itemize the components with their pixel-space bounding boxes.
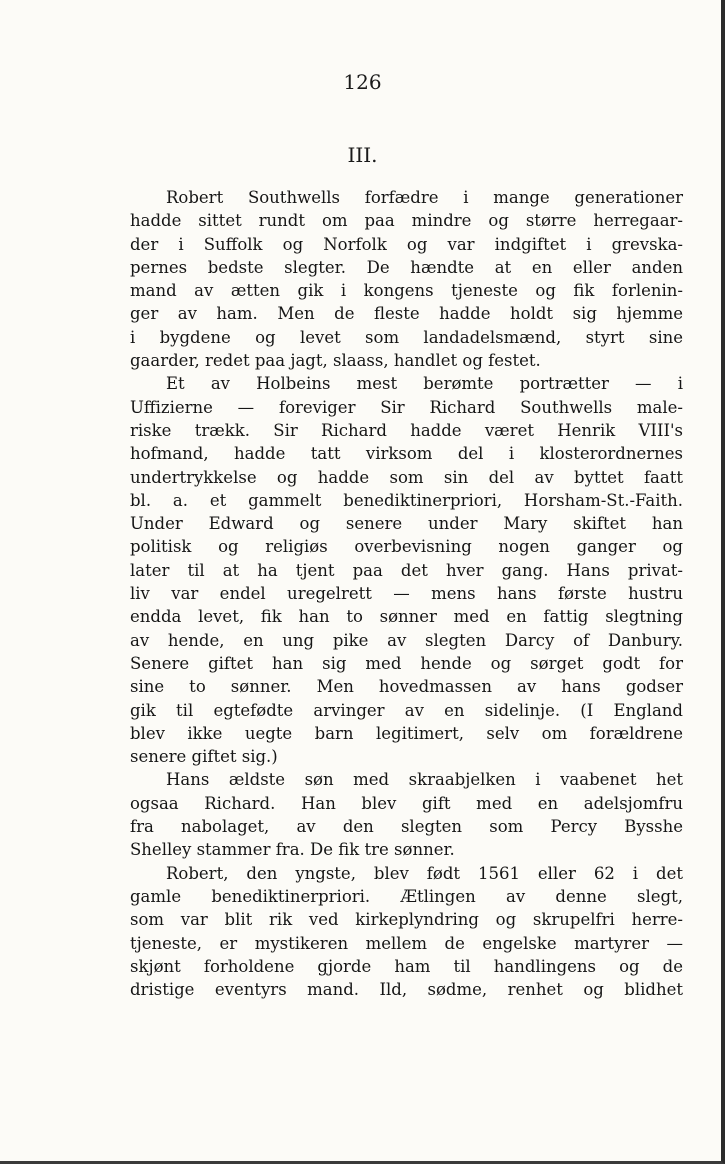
text-line: hadde sittet rundt om paa mindre og større herregaar- (130, 211, 683, 231)
text-line: sine to sønner. Men hovedmassen av hans godser (130, 677, 683, 697)
text-line: pernes bedste slegter. De hændte at en eller anden (130, 257, 683, 277)
text-line: av hende, en ung pike av slegten Darcy of Danbury. (130, 630, 683, 650)
text-line: Robert Southwells forfædre i mange generationer (166, 188, 683, 207)
text-line: gaarder, redet paa jagt, slaass, handlet og festet. (130, 351, 541, 371)
text-line: senere giftet sig.) (130, 747, 278, 767)
text-line: endda levet, fik han to sønner med en fattig slegtning (130, 607, 683, 627)
text-line: blev ikke uegte barn legitimert, selv om forældrene (130, 723, 683, 743)
text-line: Senere giftet han sig med hende og sørget godt for (130, 653, 683, 673)
page-number: 126 (343, 70, 382, 94)
text-line: fra nabolaget, av den slegten som Percy Bysshe (130, 817, 683, 837)
body-text (130, 186, 683, 1001)
text-line: dristige eventyrs mand. Ild, sødme, renhet og blidhet (130, 980, 683, 1000)
text-line: ogsaa Richard. Han blev gift med en adelsjomfru (130, 793, 683, 813)
text-line: Et av Holbeins mest berømte portrætter — i (166, 374, 683, 394)
text-line: gik til egtefødte arvinger av en sidelinje. (I England (130, 700, 683, 720)
text-line: Hans ældste søn med skraabjelken i vaabenet het (166, 770, 683, 790)
text-line: liv var endel uregelrett — mens hans første hustru (130, 584, 683, 604)
text-line: undertrykkelse og hadde som sin del av byttet faatt (130, 467, 683, 487)
text-line: Under Edward og senere under Mary skiftet han (130, 514, 683, 534)
text-line: skjønt forholdene gjorde ham til handlingens og de (130, 956, 683, 976)
text-line: tjeneste, er mystikeren mellem de engelske martyrer — (130, 933, 683, 953)
text-line: som var blit rik ved kirkeplyndring og skrupelfri herre- (130, 910, 683, 930)
text-line: later til at ha tjent paa det hver gang. Hans privat- (130, 560, 683, 580)
text-line: gamle benediktinerpriori. Ætlingen av denne slegt, (130, 886, 683, 906)
text-line: i bygdene og levet som landadelsmænd, styrt sine (130, 327, 683, 347)
text-line: ger av ham. Men de fleste hadde holdt sig hjemme (130, 304, 683, 324)
text-line: der i Suffolk og Norfolk og var indgiftet i grevska- (130, 234, 683, 254)
text-line: Uffizierne — foreviger Sir Richard Southwells male- (130, 397, 683, 417)
chapter-heading: III. (347, 143, 378, 167)
text-line: Robert, den yngste, blev født 1561 eller 62 i det (166, 863, 683, 883)
text-line: politisk og religiøs overbevisning nogen ganger og (130, 537, 683, 557)
text-line: mand av ætten gik i kongens tjeneste og fik forlenin- (130, 281, 683, 301)
text-line: hofmand, hadde tatt virksom del i klosterordnernes (130, 444, 683, 464)
text-line: riske trækk. Sir Richard hadde været Henrik VIII's (130, 420, 683, 440)
text-line: Shelley stammer fra. De fik tre sønner. (130, 840, 455, 860)
text-line: bl. a. et gammelt benediktinerpriori, Horsham-St.-Faith. (130, 490, 683, 510)
